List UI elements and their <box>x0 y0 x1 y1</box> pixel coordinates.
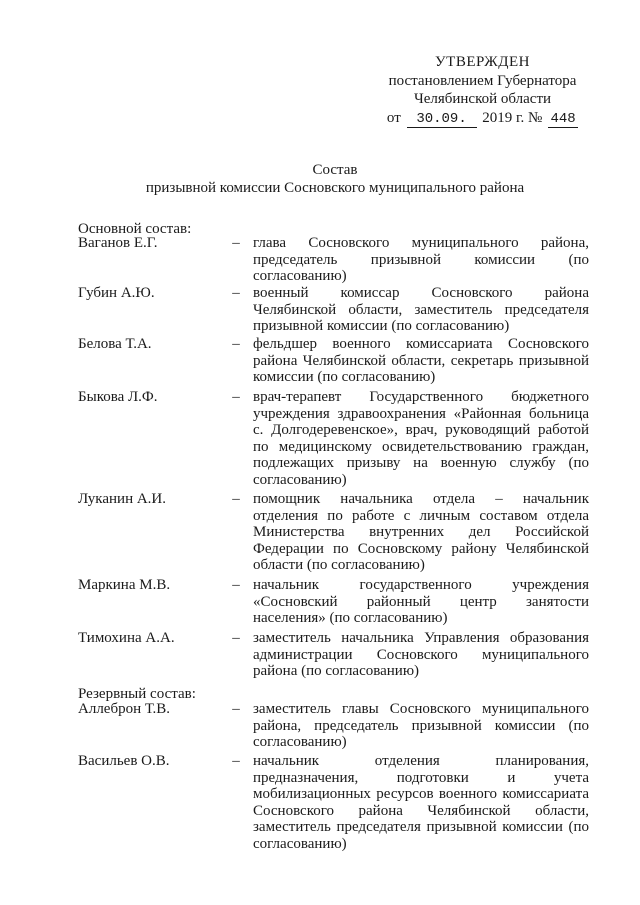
member-name: Белова Т.А. <box>78 336 152 352</box>
member-role: начальник государственного учреждения «Сосновский районный центр занятости населения» (по согласованию) <box>253 577 589 627</box>
member-role: военный комиссар Сосновского района Челябинской области, заместитель председателя призывной комиссии (по согласованию) <box>253 285 589 335</box>
member-row <box>78 753 590 863</box>
reserve-section-label: Резервный состав: <box>78 686 196 702</box>
member-row <box>78 491 590 576</box>
member-name: Аллеброн Т.В. <box>78 701 171 717</box>
member-name: Маркина М.В. <box>78 577 171 593</box>
member-row <box>78 336 590 396</box>
approval-line-2: Челябинской области <box>413 91 552 107</box>
member-row <box>78 577 590 637</box>
member-dash: – <box>232 701 240 717</box>
member-dash: – <box>232 285 240 301</box>
member-name: Тимохина А.А. <box>78 630 175 646</box>
member-dash: – <box>232 389 240 405</box>
member-role: глава Сосновского муниципального района, председатель призывной комиссии (по согласованию) <box>253 235 589 285</box>
approval-stamp <box>375 53 590 128</box>
member-name: Васильев О.В. <box>78 753 170 769</box>
approval-date: 30.09. <box>407 112 477 128</box>
approval-number: 448 <box>548 112 578 128</box>
member-dash: – <box>232 753 240 769</box>
member-dash: – <box>232 235 240 251</box>
member-role: заместитель начальника Управления образования администрации Сосновского муниципального района (по согласованию) <box>253 630 589 680</box>
member-dash: – <box>232 577 240 593</box>
member-dash: – <box>232 630 240 646</box>
member-row <box>78 630 590 690</box>
member-name: Губин А.Ю. <box>78 285 155 301</box>
member-name: Ваганов Е.Г. <box>78 235 158 251</box>
member-role: фельдшер военного комиссариата Сосновского района Челябинской области, секретарь призывной комиссии (по согласованию) <box>253 336 589 386</box>
member-role: заместитель главы Сосновского муниципального района, председатель призывной комиссии (по согласованию) <box>253 701 589 751</box>
approval-line-1: постановлением Губернатора <box>388 72 577 89</box>
member-dash: – <box>232 491 240 507</box>
member-row <box>78 389 590 489</box>
member-name: Луканин А.И. <box>78 491 167 507</box>
approval-year: 2019 г. № <box>482 109 543 126</box>
member-role: начальник отделения планирования, предназначения, подготовки и учета мобилизационных ресурсов военного комиссариата Сосновского района Челябинской области, заместитель председателя призывной комиссии (по согласованию) <box>253 753 589 852</box>
approval-prefix: от <box>386 109 401 126</box>
member-name: Быкова Л.Ф. <box>78 389 158 405</box>
document-title <box>120 161 550 197</box>
title-line-2: призывной комиссии Сосновского муниципального района <box>145 180 525 196</box>
member-role: врач-терапевт Государственного бюджетного учреждения здравоохранения «Районная больница с. Долгодеревенское», врач, руководящий работой по медицинскому освидетельствованию граждан, подлежащих призыву на военную службу (по согласованию) <box>253 389 589 488</box>
member-role: помощник начальника отдела – начальник отделения по работе с личным составом отдела Министерства внутренних дел Российской Федерации по Сосновскому району Челябинской области (по согласованию) <box>253 491 589 574</box>
member-dash: – <box>232 336 240 352</box>
main-section-label: Основной состав: <box>78 221 192 237</box>
member-row <box>78 701 590 761</box>
approval-heading: УТВЕРЖДЕН <box>435 54 530 70</box>
approval-date-line <box>375 109 590 128</box>
title-line-1: Состав <box>312 162 358 178</box>
